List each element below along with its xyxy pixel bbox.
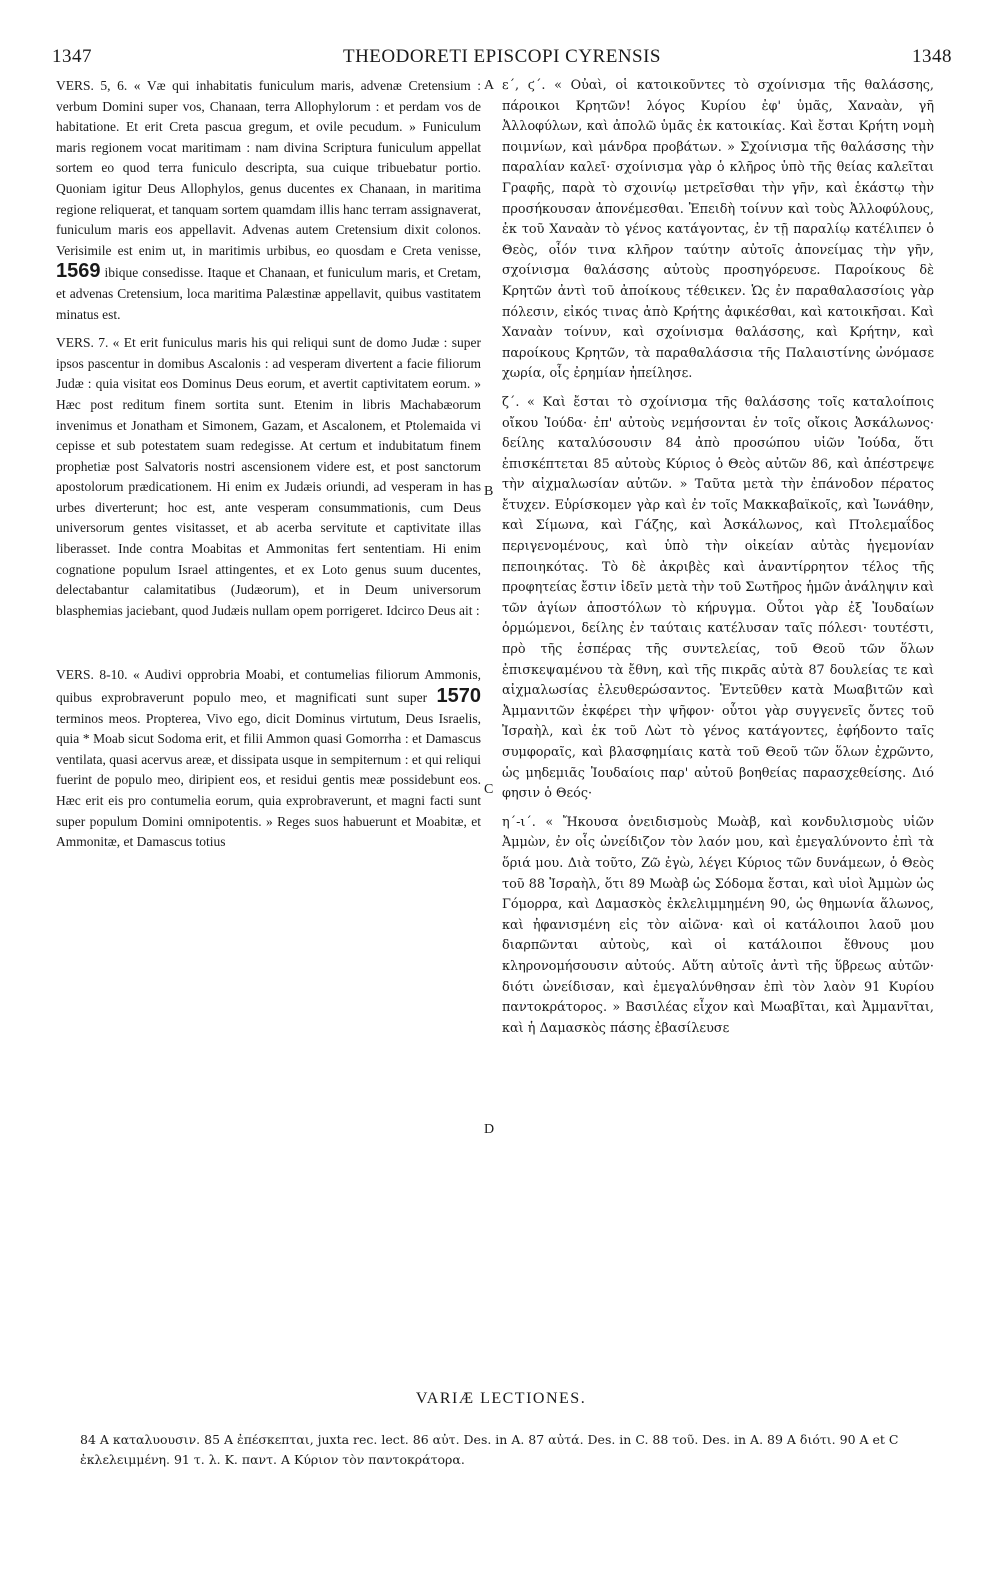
variae-lectiones-title: VARIÆ LECTIONES. [415, 1390, 587, 1407]
section-marker-c: C [484, 782, 494, 797]
latin-block-vers-8-10 [56, 665, 481, 852]
section-marker-b: B [484, 484, 494, 499]
greek-block-2-text: ζ΄. « Καὶ ἔσται τὸ σχοίνισμα τῆς θαλάσσης τοῖς καταλοίποις οἴκου Ἰούδα· ἐπ' αὐτοὺς νεμήσονται ἐν τοῖς οἴκοις Ἀσκάλωνος· δείλης καταλύσουσιν 84 ἀπὸ προσώπου υἱῶν Ἰούδα, ὅτι ἐπισκέπτεται 85 αὐτοὺς Κύριος ὁ Θεὸς αὐτῶν 86, καὶ ἀπέστρεψε τὴν αἰχμαλωσίαν αὐτῶν. » Ταῦτα μετὰ τὴν ἐπάνοδον πέρατος ἔτυχεν. Εὑρίσκομεν γὰρ καὶ ἐν τοῖς Μακκαβαϊκοῖς, καὶ Ἰωνάθην, καὶ Σίμωνα, καὶ Γάζης, καὶ Ἀσκάλωνος, καὶ Πτολεμαΐδος περιγενομένους, καὶ ὑπὸ τὴν οἰκείαν αὐτὰς ἡγεμονίαν πεποιηκότας. Τὸ δὲ ἀκριβὲς καὶ ἀναντίρρητον τέλος τῆς προφητείας ἔστιν ἰδεῖν μετὰ τὴν τοῦ Σωτῆρος ἡμῶν ἀνάληψιν καὶ τῶν ἁγίων ἀποστόλων τὸ κήρυγμα. Οὗτοι γὰρ ἐξ Ἰουδαίων ὁρμώμενοι, δείλης ἐν ταύταις κατέλυσαν ταῖς πόλεσι· τουτέστι, πρὸ τῆς ἑσπέρας τῆς συντελείας, τοῦ Θεοῦ τῶν ὅλων ἐπισκεψαμένου τὰ ἔθνη, καὶ τῆς πικρᾶς αὐτὰ 87 δουλείας τε καὶ αἰχμαλωσίας ἐλευθερώσαντος. Ἐντεῦθεν κατὰ Μωαβιτῶν καὶ Ἀμμανιτῶν ἐκφέρει τὴν ψῆφον· οὗτοι γὰρ συγγενεῖς ὄντες τοῦ Ἰσραὴλ, καὶ ἐκ τοῦ Λὼτ τὸ γένος κατάγοντες, ἐφήδοντο ταῖς συμφοραῖς, καὶ βλασφημίαις κατὰ τοῦ Θεοῦ τῶν ὅλων ἐχρῶντο, ὡς μηδεμιᾶς Ἰουδαίοις παρ' αὐτοῦ βοηθείας παρασχεθείσης. Διό φησιν ὁ Θεός· [502, 394, 934, 802]
left-page-number: 1347 [52, 46, 92, 67]
section-marker-a: A [484, 78, 495, 93]
greek-block-3-text: η΄-ι΄. « Ἤκουσα ὀνειδισμοὺς Μωὰβ, καὶ κονδυλισμοὺς υἱῶν Ἀμμὼν, ἐν οἷς ὠνείδιζον τὸν λαόν μου, καὶ ἐμεγαλύνοντο ἐπὶ τὰ ὅριά μου. Διὰ τοῦτο, Ζῶ ἐγὼ, λέγει Κύριος τῶν δυνάμεων, ὁ Θεὸς τοῦ 88 Ἰσραὴλ, ὅτι 89 Μωὰβ ὡς Σόδομα ἔσται, καὶ υἱοὶ Ἀμμὼν ὡς Γόμορρα, καὶ Δαμασκὸς ἐκλελιμμημένη 90, ὡς θημωνία ἅλωνος, καὶ ἠφανισμένη εἰς τὸν αἰῶνα· καὶ οἱ κατάλοιποι λαοῦ μου διαρπῶνται αὐτοὺς, καὶ οἱ κατάλοιποι ἔθνους μου κληρονομήσουσιν αὐτούς. Αὕτη αὐτοῖς ἀντὶ τῆς ὕβρεως αὐτῶν· διότι ὠνείδισαν, καὶ ἐμεγαλύνθησαν ἐπὶ τὸν λαὸν 91 Κυρίου παντοκράτορος. » Βασιλέας εἶχον καὶ Μωαβῖται, καὶ Ἀμμανῖται, καὶ ἡ Δαμασκὸς πάσης ἐβασίλευσε [502, 814, 934, 1036]
greek-block-7 [502, 393, 934, 805]
greek-column [502, 76, 934, 1039]
latin-block-1-text: VERS. 5, 6. « Væ qui inhabitatis funiculum maris, advenæ Cretensium : verbum Domini super vos, Chanaan, terra Allophylorum : et perdam vos de habitatione. Et erit Creta pascua gregum, et ovile pecudum. » Funiculum maris regionem vocat maritimam : nam divina Scriptura funiculum appellat sortem eo quod terra funiculo descripta, sua cuique tribuebatur portio. Quoniam igitur Deus Allophylos, genus ducentes ex Chanaan, in maritima regione reliquerat, et tanquam sortem quamdam illis hanc terram assignaverat, funiculum maris eos appellavit. Advenas autem Cretensium dixit colonos. Verisimile est enim ut, in maritimis urbibus, eo quosdam e Creta venisse, [56, 78, 481, 258]
latin-block-2-text: VERS. 7. « Et erit funiculus maris his qui reliqui sunt de domo Judæ : super ipsos pascentur in domibus Ascalonis : ad vesperam divertent a facie filiorum Judæ : quia visitat eos Dominus Deus eorum, et avertit captivitatem eorum. » Hæc post reditum finem sortita sunt. Etenim in libris Machabæorum invenimus et Jonatham et Simonem, Gazam, et Ascalonem, et Ptolemaida vi cepisse et sub potestatem suam redegisse. At certum et indubitatum finem prophetiæ post Salvatoris nostri ascensionem videre est, et post sanctorum apostolorum prædicationem. Hi enim ex Judæis oriundi, ad vesperam in has urbes diverterunt; hoc est, ante vesperam consummationis, cum Deus universorum gentes visitasset, et ab acerba servitute et captivitate illas liberasset. Inde contra Moabitas et Ammonitas fert sententiam. Hi enim cognatione populum Israel attingentes, et ex Loto genus suum ducentes, delectabantur calamitatibus (Judæorum), et in Deum universorum blasphemias jaciebant, quod Judæis nullam opem porrigeret. Idcirco Deus ait : [56, 335, 481, 618]
latin-block-vers-7 [56, 333, 481, 621]
running-head [52, 46, 952, 76]
greek-block-1-text: ε΄, ϛ΄. « Οὐαὶ, οἱ κατοικοῦντες τὸ σχοίνισμα τῆς θαλάσσης, πάροικοι Κρητῶν! λόγος Κυρίου ἐφ' ὑμᾶς, Χαναὰν, γῆ Ἀλλοφύλων, καὶ ἀπολῶ ὑμᾶς ἐκ κατοικίας. Καὶ ἔσται Κρήτη νομὴ ποιμνίων, καὶ μάνδρα προβάτων. » Σχοίνισμα τῆς θαλάσσης τὴν παραλίαν καλεῖ· σχοίνισμα γὰρ ὁ κλῆρος ὑπὸ τῆς θείας καλεῖται Γραφῆς, παρὰ τὸ σχοινίῳ μετρεῖσθαι τὴν γῆν, καὶ ἑκάστῳ τὴν προσήκουσαν ἀπονέμεσθαι. Ἐπειδὴ τοίνυν καὶ τοὺς Ἀλλοφύλους, ἐκ τοῦ Χαναὰν τὸ γένος κατάγοντας, ἐν τῇ παραλίῳ κατέλιπεν ὁ Θεὸς, οἷόν τινα κλῆρον ταύτην αὐτοῖς ἀπονείμας τὴν γῆν, σχοίνισμα θαλάσσης αὐτοὺς προσηγόρευσε. Παροίκους δὲ Κρητῶν ἀντὶ τοῦ ἀποίκους τέθεικεν. Ὡς ἐν παραθαλασσίοις γὰρ πόλεσιν, εἰκός τινας ἀπὸ Κρήτης ἀφικέσθαι, καὶ κατοικῆσαι. Καὶ Χαναὰν τοίνυν, καὶ σχοίνισμα θαλάσσης, καὶ Κρήτην, καὶ παροίκους Κρητῶν, τὰ παραθαλάσσια τῆς Παλαιστίνης ὠνόμασε χωρία, οἷς ἐρημίαν ἠπείλησε. [502, 78, 934, 382]
column-number-1570: 1570 [436, 685, 481, 708]
column-number-1569: 1569 [56, 260, 101, 283]
latin-block-1-end: ibique consedisse. Itaque et Chanaan, et funiculum maris, et Cretam, et advenas Cretensium, loca maritima Palæstinæ appellavit, quibus vastitatem minatus est. [56, 265, 482, 322]
right-page-number: 1348 [912, 46, 952, 67]
page-title: THEODORETI EPISCOPI CYRENSIS [342, 46, 662, 67]
latin-block-3-end: terminos meos. Propterea, Vivo ego, dicit Dominus virtutum, Deus Israelis, quia * Moab sicut Sodoma erit, et filii Ammon quasi Gomorrha : et Damascus ventilata, quasi acervus areæ, et dissipata usque in sempiternum : et qui reliqui fuerint de populo meo, diripient eos, et residui gentis meæ possidebunt eos. Hæc erit eis pro contumelia eorum, quia exprobraverunt, et magni facti sunt super populum Domini omnipotentis. » Reges suos habuerunt et Moabitæ, et Ammonitæ, et Damascus totius [56, 710, 481, 850]
variae-lectiones-notes: 84 Α καταλυουσιν. 85 Α ἐπέσκεπται, juxta rec. lect. 86 αὐτ. Des. in A. 87 αὐτά. Des. in C. 88 τοῦ. Des. in A. 89 Α διότι. 90 Α et C ἐκλελειμμένη. 91 τ. λ. Κ. παντ. Α Κύριον τὸν παντοκράτορα. [80, 1432, 899, 1467]
section-marker-d: D [484, 1122, 495, 1137]
greek-block-5-6 [502, 76, 934, 385]
greek-block-8-10 [502, 813, 934, 1040]
latin-column [56, 76, 481, 853]
latin-block-3-text: VERS. 8-10. « Audivi opprobria Moabi, et contumelias filiorum Ammonis, quibus exprobraverunt populo meo, et magnificati sunt super [56, 667, 481, 706]
latin-block-vers-5-6 [56, 76, 481, 325]
